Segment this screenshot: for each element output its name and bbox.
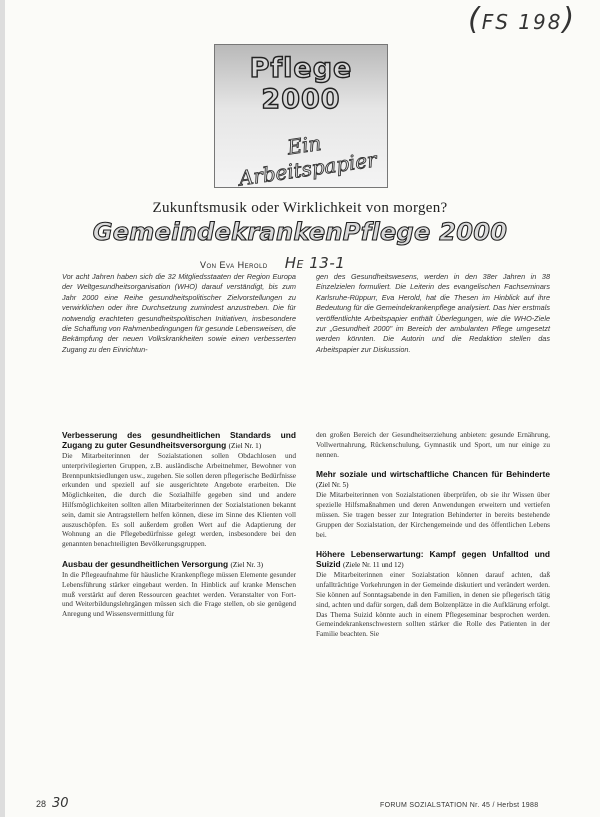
handwritten-archive-mark: (FS 198) — [468, 2, 577, 37]
section-goal-ref: (Ziel Nr. 3) — [230, 560, 264, 569]
article-headline: GemeindekrankenPflege 2000 — [92, 218, 508, 246]
footer-handwritten-note: 30 — [52, 796, 69, 811]
byline-author: Von Eva Herold — [200, 260, 268, 270]
section-body: Die Mitarbeiterinnen von Sozialstationen überprüfen, ob sie ihr Wissen über spezielle Hilfsmaßnahmen und deren Anwendungen erweitern und vertiefen müssen. Sie tragen besser zur Integration Behinderter in bereits bestehende Gruppen der Sozialstation, der Kirchengemeinde und des öffentlichen Lebens bei. — [316, 490, 550, 539]
section-goal-ref: (Ziel Nr. 1) — [228, 442, 262, 450]
footer-page-number: 28 30 — [36, 796, 69, 811]
footer-journal: FORUM SOZIALSTATION Nr. 45 / Herbst 1988 — [380, 802, 539, 809]
section-goal-ref: (Ziele Nr. 11 und 12) — [343, 561, 404, 570]
byline-handwritten-note: He 13-1 — [284, 254, 346, 272]
body-column-right — [316, 430, 550, 649]
section-body: Die Mitarbeiterinnen einer Sozialstation können darauf achten, daß unfallträchtige Vorkehrungen in der Gemeinde diskutiert und verändert werden. Sie können auf Sonntagsabende in den Familien, in denen sie pflegerisch tätig sind, achten und dafür sorgen, daß dem Bolzenplätze in die Aufklärung erfolgt. Das Thema Suizid könnte auch in einem Pflegeseminar besprochen werden. Gemeindekrankenschwestern sollten stärker die Rolle des Patienten in der Familie beachten. Sie — [316, 570, 550, 639]
scan-edge — [0, 0, 5, 817]
logo-subtitle: Ein Arbeitspapier — [237, 130, 378, 191]
article-kicker: Zukunftsmusik oder Wirklichkeit von morgen? — [152, 200, 448, 216]
section-heading: Höhere Lebenserwartung: Kampf gegen Unfalltod und Suizid (Ziele Nr. 11 und 12) — [316, 549, 550, 570]
section-goal-ref: (Ziel Nr. 5) — [316, 481, 349, 490]
section-body: Die Mitarbeiterinnen der Sozialstationen sollen Obdachlosen und unterprivilegierten Gruppen, z.B. ausländische Arbeitnehmer, Bewohner von Brennpunktsiedlungen usw., zugehen. Sie sollen deren pflegerische Bedürfnisse erkunden und speziell auf sie ausgerichtete Angebote erarbeiten. Die Möglichkeiten, die durch die Sozialhilfe gegeben sind und andere Hilfsmöglichkeiten sollten allen Mitarbeiterinnen der Sozialstationen bekannt sein, damit sie Antragstellern helfen können, diese im Sinne des Klienten voll auszuschöpfen. Es soll außerdem großen Wert auf die Adaptierung der Wohnung an die Pflegebedürfnisse gelegt werden, insbesondere bei den genannten benachteiligten Bevölkerungsgruppen. — [62, 451, 296, 549]
logo-title: Pflege 2000 — [249, 53, 353, 115]
section-heading: Ausbau der gesundheitlichen Versorgung (Ziel Nr. 3) — [62, 558, 264, 569]
intro-right: gen des Gesundheitswesens, werden in den 38er Jahren in 38 Einzelzielen formuliert. Die Leiterin des evangelischen Fachseminars Karlsruhe-Rüppurr, Eva Herold, hat die Thesen im Hinblick auf ihre Bedeutung für die Gemeindekrankenpflege analysiert. Das hier erstmals veröffentlichte Arbeitspapier enthält Überlegungen, wie die WHO-Ziele zur „Gesundheit 2000" im Bereich der ambulanten Pflege umgesetzt werden könnten. Die Autorin und die Redaktion stellen das Arbeitspapier zur Diskussion. — [316, 272, 550, 354]
byline — [200, 254, 440, 272]
section-heading: Mehr soziale und wirtschaftliche Chancen für Behinderte (Ziel Nr. 5) — [316, 469, 550, 490]
section-body: In die Pflegeaufnahme für häusliche Krankenpflege müssen Elemente gesunder Lebensführung stärker eingebaut werden. In Hinblick auf kranke Menschen muß verstärkt auf deren Ressourcen geachtet werden. Veranstalter von Fort- und Weiterbildungslehrgängen müssen sich die Frage stellen, ob sie genügend Anregung und Wissensvermittlung für — [62, 569, 296, 619]
body-column-left — [62, 430, 296, 629]
section-body: den großen Bereich der Gesundheitserziehung anbieten: gesunde Ernährung, Vollwertnahrung, Rückenschulung, Gymnastik und Sport, um nur einige zu nennen. — [316, 430, 550, 459]
intro-left: Vor acht Jahren haben sich die 32 Mitgliedsstaaten der Region Europa der Weltgesundheitsorganisation (WHO) darauf verständigt, bis zum Jahr 2000 eine Reihe gesundheitspolitischer Zielvorstellungen zu verwirklichen oder ihre Durchsetzung zumindest anzustreben. Die für notwendig erachteten gesundheitspolitischen Initiativen, insbesondere die Schaffung von Rahmenbedingungen für gesunde Lebensweisen, die Bekämpfung der neuen Volkskrankheiten sowie einen verbesserten Zugang zu den Einrichtun- — [62, 272, 296, 354]
logo-graphic — [214, 44, 388, 191]
section-heading: Verbesserung des gesundheitlichen Standards und Zugang zu guter Gesundheitsversorgung (Ziel Nr. 1) — [62, 430, 296, 450]
